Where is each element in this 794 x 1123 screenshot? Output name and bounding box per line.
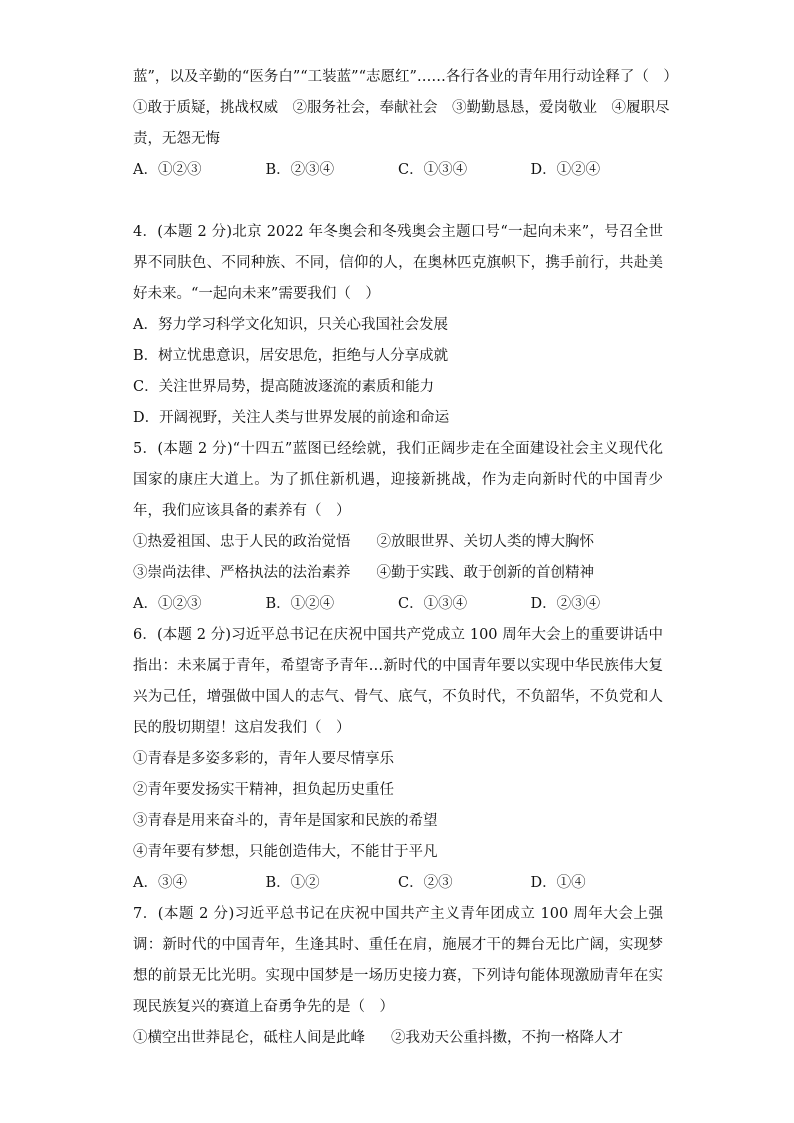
q4-choice-d: D．开阔视野，关注人类与世界发展的前途和命运 (133, 410, 450, 426)
q5-option-c: C．①③④ (398, 596, 468, 612)
q6-options (133, 868, 663, 899)
q6-statement-2: ②青年要发扬实干精神，担负起历史重任 (133, 782, 394, 798)
q5-option-d: D．②③④ (530, 596, 601, 612)
q3-options (133, 155, 663, 186)
question-gap (133, 186, 663, 217)
q7-statement-2: ②我劝天公重抖擞，不拘一格降人才 (391, 1030, 623, 1046)
q5-stem: 5．(本题 2 分)“十四五”蓝图已经绘就，我们正阔步走在全面建设社会主义现代化国家的康庄大道上。为了抓住新机遇，迎接新挑战，作为走向新时代的中国青少年，我们应该具备的素养有（ ） (133, 441, 663, 519)
q3-option-a: A．①②③ (133, 162, 202, 178)
q4-choice-a: A．努力学习科学文化知识，只关心我国社会发展 (133, 317, 448, 333)
q6-stem: 6．(本题 2 分)习近平总书记在庆祝中国共产党成立 100 周年大会上的重要讲话中指出：未来属于青年，希望寄予青年…新时代的中国青年要以实现中华民族伟大复兴为己任，增强做中国人的志气、骨气、底气，不负时代，不负韶华，不负党和人民的殷切期望！这启发我们（ ） (133, 627, 663, 736)
q5-option-a: A．①②③ (133, 596, 202, 612)
q5-options (133, 589, 663, 620)
q5-statements-row2 (133, 558, 663, 589)
q3-option-c: C．①③④ (398, 162, 468, 178)
q4-choice-b: B．树立忧患意识，居安思危，拒绝与人分享成就 (133, 348, 449, 364)
q7-statement-1: ①横空出世莽昆仑，砥柱人间是此峰 (133, 1030, 365, 1046)
q3-statements-line2: 责，无怨无悔 (133, 131, 220, 147)
q6-statement-1: ①青春是多姿多彩的，青年人要尽情享乐 (133, 751, 394, 767)
exam-page (133, 62, 678, 1054)
q5-statement-1: ①热爱祖国、忠于人民的政治觉悟 (133, 534, 351, 550)
q6-option-c: C．②③ (398, 875, 453, 891)
q3-option-d: D．①②④ (530, 162, 601, 178)
q4-choice-c: C．关注世界局势，提高随波逐流的素质和能力 (133, 379, 435, 395)
q3-option-b: B．②③④ (265, 162, 335, 178)
q5-option-b: B．①②④ (265, 596, 335, 612)
q6-option-a: A．③④ (133, 875, 187, 891)
q5-statement-2: ②放眼世界、关切人类的博大胸怀 (376, 534, 594, 550)
q6-statement-4: ④青年要有梦想，只能创造伟大，不能甘于平凡 (133, 844, 438, 860)
q4-stem: 4．(本题 2 分)北京 2022 年冬奥会和冬残奥会主题口号“一起向未来”，号召全世界不同肤色、不同种族、不同，信仰的人，在奥林匹克旗帜下，携手前行，共赴美好未来。“一起向未来”需要我们（ ） (133, 224, 663, 302)
q7-stem: 7．(本题 2 分)习近平总书记在庆祝中国共产主义青年团成立 100 周年大会上强调：新时代的中国青年，生逢其时、重任在肩，施展才干的舞台无比广阔，实现梦想的前景无比光明。实现中国梦是一场历史接力赛，下列诗句能体现激励青年在实现民族复兴的赛道上奋勇争先的是（ ） (133, 906, 663, 1015)
q3-statements-line1: ①敢于质疑，挑战权威 ②服务社会，奉献社会 ③勤勤恳恳，爱岗敬业 ④履职尽 (133, 100, 670, 116)
q6-statement-3: ③青春是用来奋斗的，青年是国家和民族的希望 (133, 813, 438, 829)
q5-statement-3: ③崇尚法律、严格执法的法治素养 (133, 565, 351, 581)
q7-statements-row1 (133, 1023, 663, 1054)
q6-option-b: B．①② (265, 875, 320, 891)
q5-statement-4: ④勤于实践、敢于创新的首创精神 (376, 565, 594, 581)
q3-stem-tail: 蓝”，以及辛勤的“医务白”“工装蓝”“志愿红”……各行各业的青年用行动诠释了（ ） (133, 69, 678, 85)
q5-statements-row1 (133, 527, 663, 558)
q6-option-d: D．①④ (530, 875, 586, 891)
